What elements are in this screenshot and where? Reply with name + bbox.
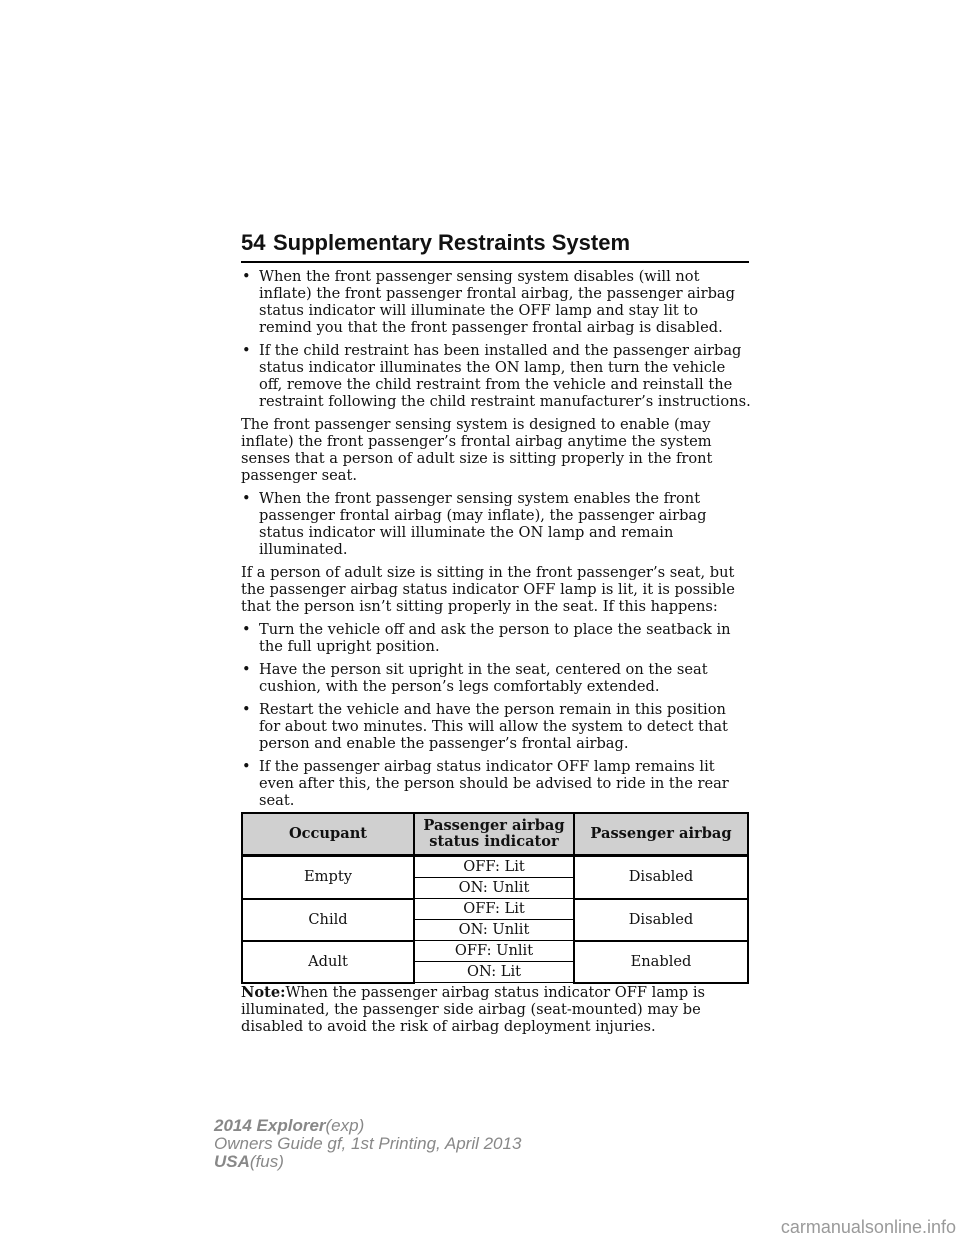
bullet-icon: • <box>242 758 251 775</box>
bullet-text: Have the person sit upright in the seat, centered on the seat cushion, with the person’s legs comfortably extended. <box>259 661 708 695</box>
indicator-cell: ON: Unlit <box>414 920 574 941</box>
footer-market-code: (fus) <box>249 1152 284 1171</box>
airbag-cell: Enabled <box>574 941 748 983</box>
bullet-item <box>241 342 751 410</box>
bullet-text: If the passenger airbag status indicator OFF lamp remains lit even after this, the person should be advised to ride in the rear seat. <box>259 758 729 809</box>
print-footer <box>214 1117 521 1171</box>
chapter-title: Supplementary Restraints System <box>273 230 631 255</box>
bullet-icon: • <box>242 661 251 678</box>
column-header-airbag: Passenger airbag <box>574 813 748 856</box>
note-paragraph <box>241 984 751 1035</box>
paragraph: If a person of adult size is sitting in the front passenger’s seat, but the passenger airbag status indicator OFF lamp is lit, it is possible that the person isn’t sitting properly in the seat. If this happens: <box>241 564 735 615</box>
page-header <box>241 228 749 262</box>
bullet-item <box>241 268 751 336</box>
footer-market: USA <box>214 1152 250 1171</box>
occupant-cell: Adult <box>242 941 414 983</box>
bullet-text: When the front passenger sensing system enables the front passenger frontal airbag (may inflate), the passenger airbag status indicator will illuminate the ON lamp and remain illuminated. <box>259 490 707 558</box>
occupant-cell: Child <box>242 899 414 941</box>
indicator-cell: OFF: Lit <box>414 856 574 878</box>
page-number: 54 <box>241 230 266 255</box>
indicator-cell: ON: Unlit <box>414 878 574 899</box>
bullet-icon: • <box>242 490 251 507</box>
indicator-cell: OFF: Lit <box>414 899 574 920</box>
occupant-cell: Empty <box>242 856 414 899</box>
footer-line-3 <box>214 1153 521 1171</box>
note-label: Note: <box>241 983 286 1001</box>
bullet-item <box>241 490 751 558</box>
bullet-text: Restart the vehicle and have the person remain in this position for about two minutes. This will allow the system to detect that person and enable the passenger’s frontal airbag. <box>259 701 728 752</box>
column-header-indicator: Passenger airbag status indicator <box>414 813 574 856</box>
bullet-icon: • <box>242 621 251 638</box>
airbag-status-table <box>241 812 749 984</box>
bullet-item <box>241 701 751 752</box>
note-text: When the passenger airbag status indicator OFF lamp is illuminated, the passenger side airbag (seat-mounted) may be disabled to avoid the risk of airbag deployment injuries. <box>241 983 705 1035</box>
bullet-item <box>241 661 751 695</box>
bullet-icon: • <box>242 342 251 359</box>
airbag-cell: Disabled <box>574 899 748 941</box>
indicator-cell: ON: Lit <box>414 962 574 983</box>
indicator-cell: OFF: Unlit <box>414 941 574 962</box>
bullet-icon: • <box>242 268 251 285</box>
bullet-item <box>241 758 751 809</box>
column-header-occupant: Occupant <box>242 813 414 856</box>
footer-line-1 <box>214 1117 521 1135</box>
footer-model-code: (exp) <box>325 1116 365 1135</box>
watermark: carmanualsonline.info <box>780 1217 956 1237</box>
table-row <box>242 899 748 920</box>
bullet-item <box>241 621 751 655</box>
bullet-text: Turn the vehicle off and ask the person to place the seatback in the full upright position. <box>259 621 731 655</box>
table-header-row <box>242 813 748 856</box>
bullet-icon: • <box>242 701 251 718</box>
paragraph: The front passenger sensing system is designed to enable (may inflate) the front passenger’s frontal airbag anytime the system senses that a person of adult size is sitting properly in the front passenger seat. <box>241 416 713 484</box>
airbag-cell: Disabled <box>574 856 748 899</box>
footer-line-2: Owners Guide gf, 1st Printing, April 2013 <box>214 1134 522 1153</box>
bullet-text: If the child restraint has been installed and the passenger airbag status indicator illuminates the ON lamp, then turn the vehicle off, remove the child restraint from the vehicle and reinstall the restraint following the child restraint manufacturer’s instructions. <box>259 342 751 410</box>
header-rule <box>241 261 749 263</box>
table-row <box>242 941 748 962</box>
bullet-text: When the front passenger sensing system disables (will not inflate) the front passenger frontal airbag, the passenger airbag status indicator will illuminate the OFF lamp and stay lit to remind you that the front passenger frontal airbag is disabled. <box>259 268 735 336</box>
page-content <box>241 268 751 1041</box>
table-row <box>242 856 748 878</box>
footer-model: 2014 Explorer <box>214 1116 326 1135</box>
